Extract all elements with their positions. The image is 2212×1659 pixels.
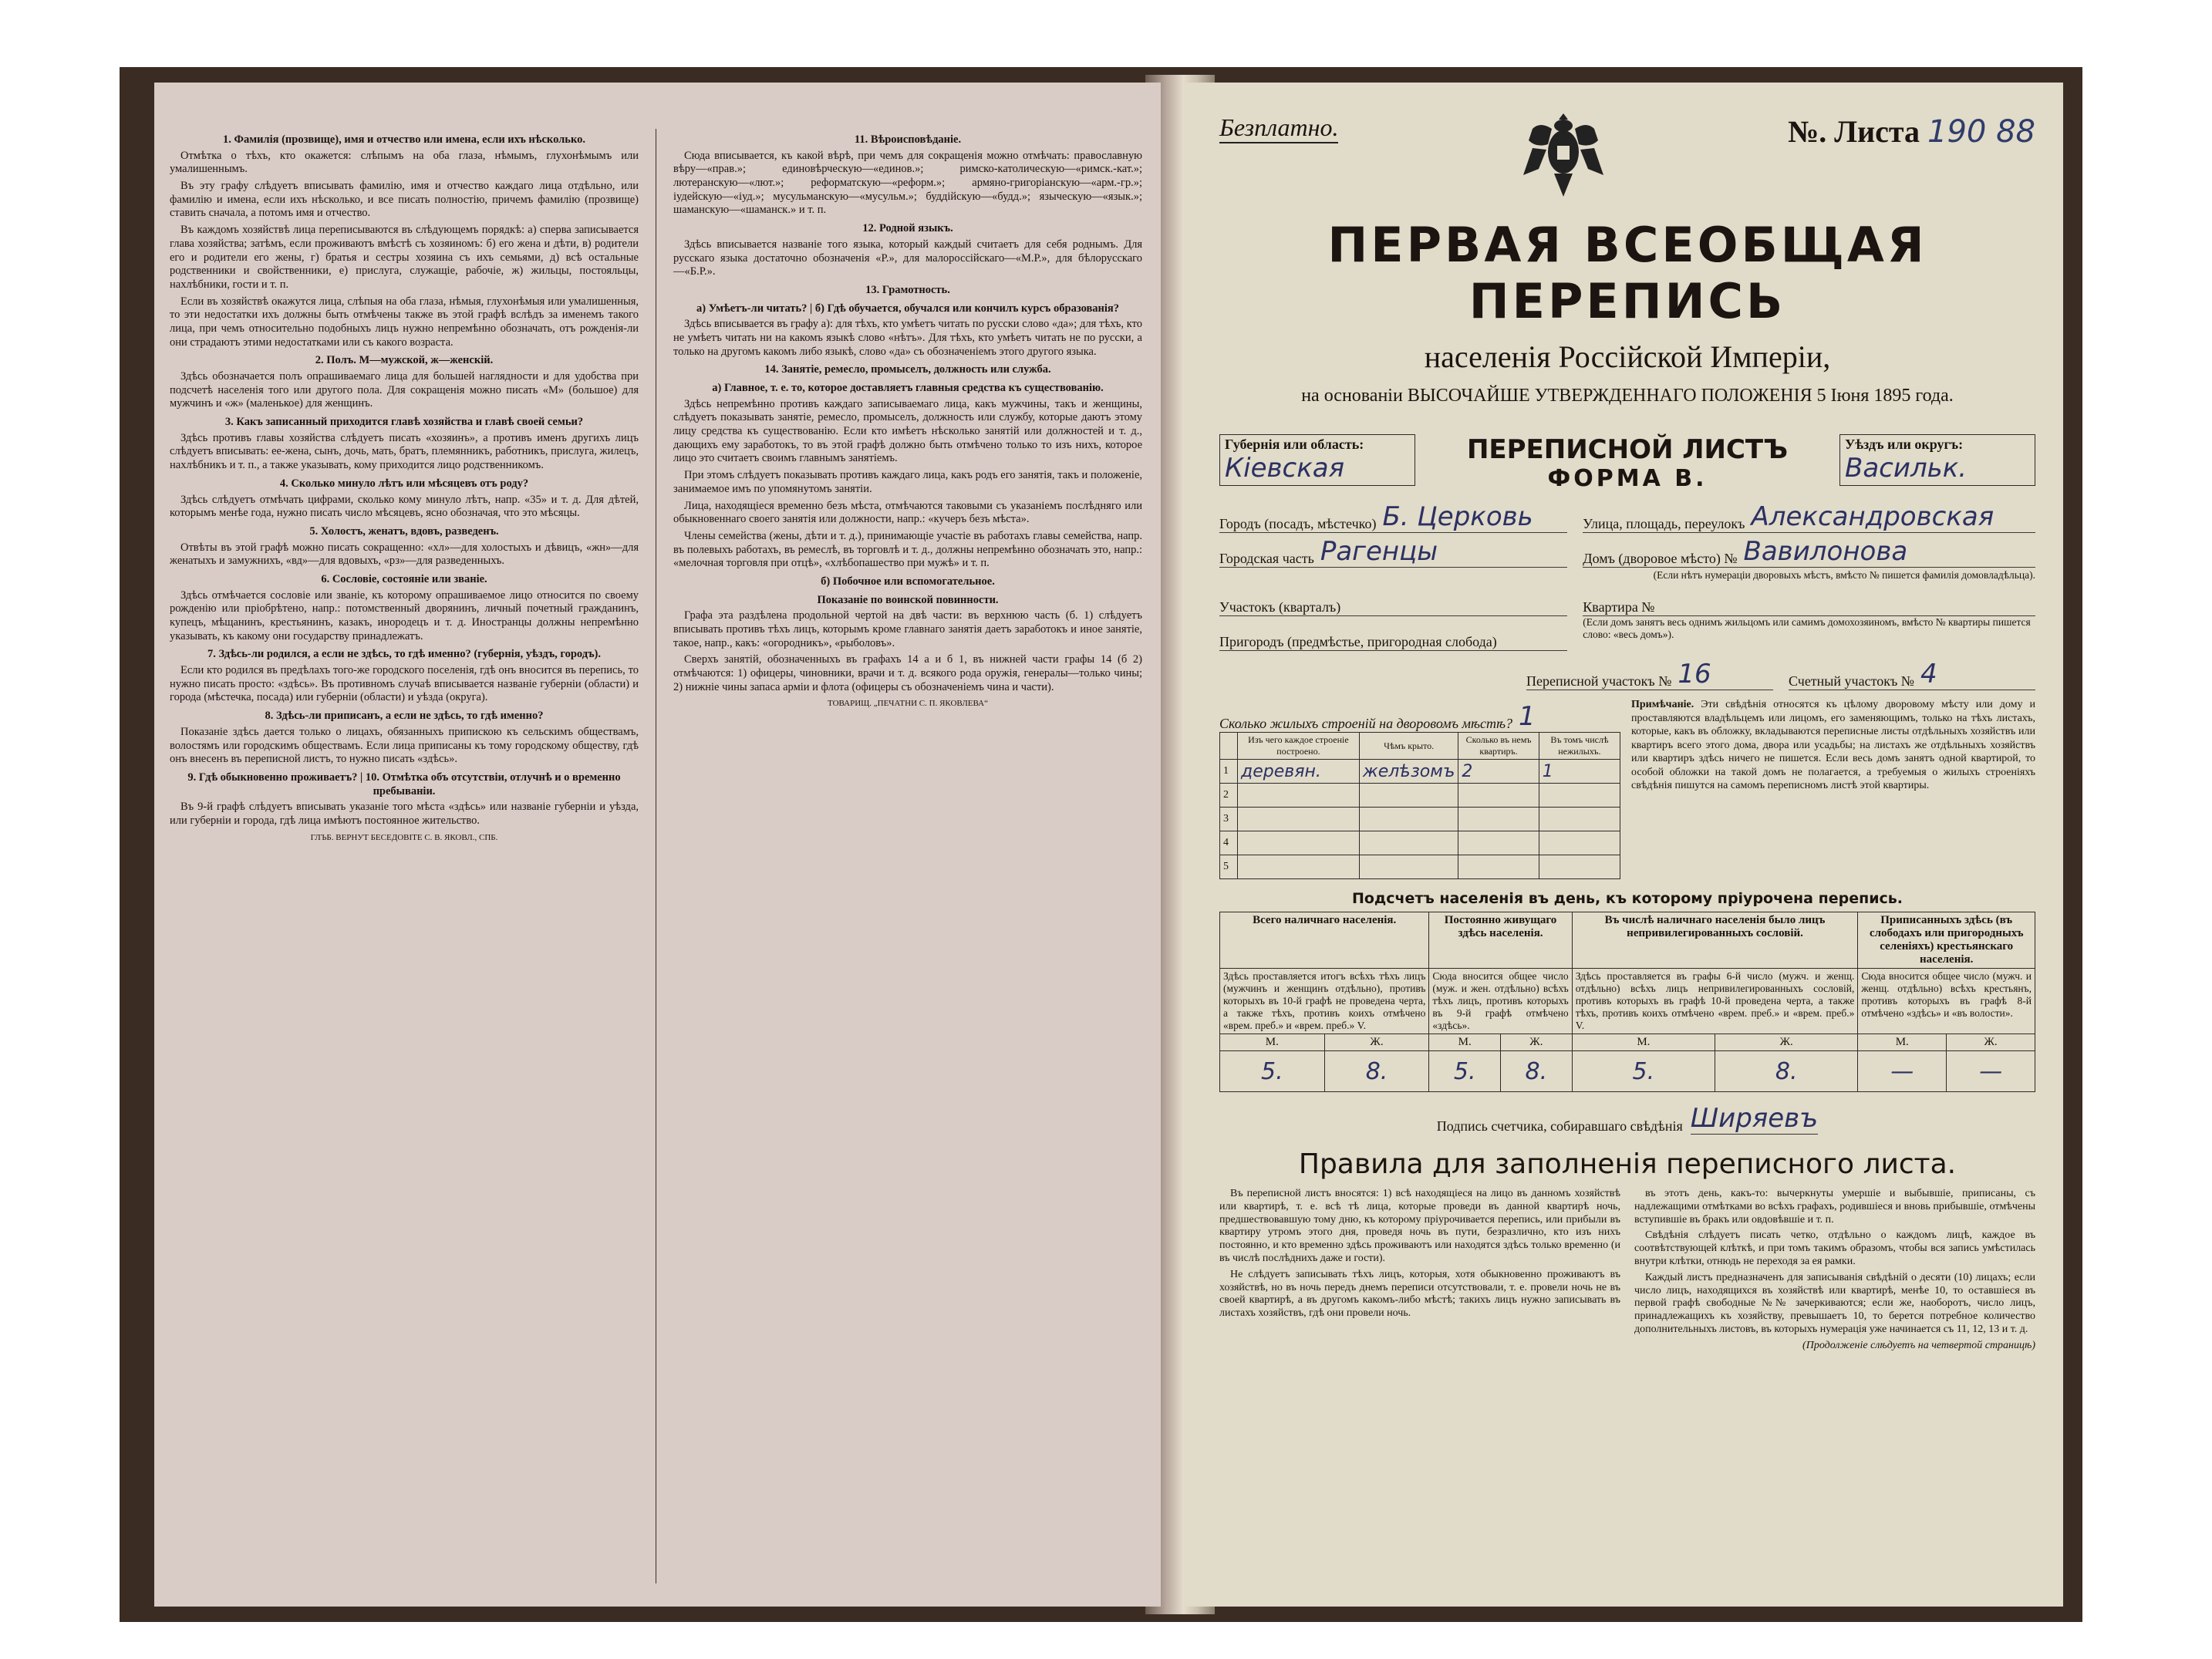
form-title: ПЕРЕПИСНОЙ ЛИСТЪ (1466, 434, 1789, 465)
paragraph: Показаніе здѣсь дается только о лицахъ, обязанныхъ припискою къ сельскимъ обществамъ, волостямъ или городскимъ обществамъ. Если лица приписаны къ тому городскому обществу, гдѣ онъ внесенъ въ переписной листъ, то нужно писать «здѣсь». (170, 725, 639, 766)
free-label: Безплатно. (1219, 113, 1338, 143)
sheet-number-label: №. Листа (1788, 114, 1920, 149)
paragraph: Члены семейства (жены, дѣти и т. д.), принимающіе участіе въ работахъ главы семейства, напр. въ полевыхъ работахъ, въ ремеслѣ, въ торговлѣ и т. д., должны непремѣнно обозначать это, напр.: «мелочная торговля при отцѣ», «хлѣбопашество при мужѣ» и т. п. (673, 529, 1142, 570)
male-label: М. (1429, 1034, 1501, 1051)
section-heading: 4. Сколько минуло лѣтъ или мѣсяцевъ отъ роду? (279, 477, 529, 490)
counter-section-label: Счетный участокъ № (1789, 673, 1914, 689)
table-cell (1238, 808, 1360, 831)
table-row (1220, 808, 1620, 831)
count-description: Здѣсь проставляется итогъ всѣхъ тѣхъ лицъ (мужчинъ и женщинъ отдѣльно), противъ которыхъ въ 10-й графѣ не проведена черта, а также тѣхъ, противъ коихъ отмѣчено «врем. преб.» и «врем. преб.» V. (1220, 969, 1429, 1034)
section-heading: Показаніе по воинской повинности. (817, 593, 999, 606)
count-value: 8. (1501, 1051, 1573, 1092)
count-description: Сюда вносится общее число (мужч. и женщ. отдѣльно) всѣхъ крестьянъ, противъ которыхъ въ графѣ 8-й отмѣчено «здѣсь» и «въ волости». (1858, 969, 2035, 1034)
left-page-instructions (154, 83, 1161, 1607)
table-cell (1539, 808, 1620, 831)
province-box (1219, 434, 1415, 486)
paragraph: Отмѣтка о тѣхъ, кто окажется: слѣпымъ на оба глаза, нѣмымъ, глухонѣмымъ или умалишеннымъ. (170, 149, 639, 176)
buildings-block (1219, 698, 2035, 879)
table-cell (1539, 831, 1620, 855)
census-title: ПЕРВАЯ ВСЕОБЩАЯ ПЕРЕПИСЬ (1327, 217, 1927, 329)
buildings-label: Сколько жилыхъ строеній на дворовомъ мѣстѣ? (1219, 716, 1512, 731)
count-group-header: Въ числѣ наличнаго населенія было лицъ непривилегированныхъ сословій. (1572, 912, 1858, 969)
city-part-value: Рагенцы (1320, 536, 1438, 567)
double-headed-eagle-emblem (1517, 106, 1610, 206)
female-label: Ж. (1324, 1034, 1429, 1051)
paragraph: Графа эта раздѣлена продольной чертой на двѣ части: въ верхнюю часть (б. 1) слѣдуетъ вписывать противъ тѣхъ лицъ, которымъ кроме главнаго занятія даетъ заработокъ и иное занятіе, такое, напр., какъ: «огородникъ», «рыболовъ». (673, 609, 1142, 649)
buildings-table (1219, 732, 1620, 879)
house-label: Домъ (дворовое мѣсто) № (1583, 551, 1738, 566)
count-title: Подсчетъ населенія въ день, къ которому пріурочена перепись. (1351, 890, 1903, 907)
section-heading: 1. Фамилія (прозвище), имя и отчество или имена, если ихъ нѣсколько. (223, 133, 585, 146)
count-group-header: Приписанныхъ здѣсь (въ слободахъ или пригородныхъ селеніяхъ) крестьянскаго населенія. (1858, 912, 2035, 969)
apartment-label: Квартира № (1583, 599, 1655, 615)
rules-paragraph: Каждый листъ предназначенъ для записыванія свѣдѣній о десяти (10) лицахъ; если число лицъ, находящихся въ хозяйствѣ или квартирѣ, менѣе 10, то оставшіеся въ первой графѣ свободные №№ зачеркиваются; если же, наоборотъ, число лицъ, принадлежащихъ къ хозяйству, превышаетъ 10, то берется потребное количество дополнительныхъ листовъ, въ которыхъ нумерація уже начинается съ 11, 12, 13 и т. д. (1634, 1271, 2035, 1335)
count-description: Здѣсь проставляется въ графы 6-й число (мужч. и женщ. отдѣльно) всѣхъ лицъ непривилегированныхъ сословій, противъ которыхъ въ графѣ 10-й проведена черта, а также тѣхъ, противъ коихъ отмѣчено «врем. преб.» и «врем. преб.» V. (1572, 969, 1858, 1034)
suburb-label: Пригородъ (предмѣстье, пригородная слобода) (1219, 634, 1497, 649)
scanned-book-spread (120, 67, 2082, 1622)
buildings-value: 1 (1518, 701, 1536, 732)
rules-paragraph: Въ переписной листъ вносятся: 1) всѣ находящіеся на лицо въ данномъ хозяйствѣ или квартирѣ, т. е. всѣ тѣ лица, которые проведи въ данной квартирѣ ночь, предшествовавшую тому дню, къ которому пріурочивается перепись, или прибыли въ квартиру утромъ этого дня, проведя ночь въ пути, безразлично, кто изъ нихъ постоянно, и кто временно здѣсь проживаютъ или находятся здѣсь только временно (и въ числѣ послѣднихъ даже и гости). (1219, 1188, 1620, 1264)
district-label: Уѣздъ или округъ: (1845, 437, 1964, 452)
row-number: 5 (1220, 855, 1238, 879)
female-label: Ж. (1715, 1034, 1858, 1051)
table-cell: желѣзомъ (1359, 760, 1458, 784)
population-count-table (1219, 912, 2035, 1092)
paragraph: Здѣсь противъ главы хозяйства слѣдуетъ писать «хозяинъ», а противъ именъ другихъ лицъ слѣдуетъ вписывать: ее-жена, сынъ, дочь, мать, братъ, племянникъ, работникъ, прислуга, жилецъ, нахлѣбникъ и т. п., а также указывать, кому приходится лицо родственникомъ. (170, 431, 639, 472)
table-cell (1359, 855, 1458, 879)
section-heading: 5. Холостъ, женатъ, вдовъ, разведенъ. (309, 524, 499, 538)
female-label: Ж. (1501, 1034, 1573, 1051)
census-section-label: Переписной участокъ № (1526, 673, 1672, 689)
section-heading: б) Побочное или вспомогательное. (821, 575, 995, 588)
paragraph: Въ каждомъ хозяйствѣ лица переписываются въ слѣдующемъ порядкѣ: а) сперва записывается глава хозяйства; затѣмъ, если проживаютъ вмѣстѣ съ хозяиномъ: б) его жена и дѣти, в) родители его и родители его жены, г) братья и сестры хозяина съ ихъ семьями, д) всѣ остальные родственники и свойственники, е) прислуга, служащіе, рабочіе, ж) жильцы, постояльцы, нахлѣбники, гости и т. п. (170, 224, 639, 291)
note-text: Эти свѣдѣнія относятся къ цѣлому дворовому мѣсту или дому и проставляются владѣльцемъ или лицомъ, его заменяющимъ, только на тѣхъ листахъ, которые, какъ въ обложку, вкладываются переписные листы отдѣльныхъ хозяйствъ или квартиръ всего этого дома, двора или усадьбы; на листахъ же отдѣльныхъ хозяйствъ или квартиръ здѣсь ничего не пишется. Если весь домъ занятъ одной квартирой, то особой обложки на такой домъ не полагается, а требуемыя о жилыхъ строеніяхъ свѣдѣнія пишутся на самомъ переписномъ листѣ этой квартиры. (1631, 699, 2035, 791)
paragraph: Въ эту графу слѣдуетъ вписывать фамилію, имя и отчество каждаго лица отдѣльно, или фамилію и имена, если ихъ нѣсколько, и все писать полностію, причемъ фамилію (прозвище) ставить сначала, а потомъ имя и отчество. (170, 180, 639, 220)
rules-footnote: (Продолженіе слѣдуетъ на четвертой страницѣ) (1802, 1339, 2035, 1351)
count-value: 5. (1572, 1051, 1715, 1092)
paragraph: Отвѣты въ этой графѣ можно писать сокращенно: «хл»—для холостыхъ и дѣвицъ, «жн»—для женатыхъ и замужнихъ, «вд»—для вдовыхъ, «рз»—для разведенныхъ. (170, 541, 639, 568)
count-value: 5. (1429, 1051, 1501, 1092)
printer-imprint: ГЛЪБ. ВЕРНУТ БЕСЕДОВІТЕ С. В. ЯКОВЛ., СПБ. (310, 832, 498, 842)
table-cell (1359, 784, 1458, 808)
table-cell: деревян. (1238, 760, 1360, 784)
section-heading: 2. Полъ. М—мужской, ж—женскій. (315, 354, 494, 367)
table-row (1220, 784, 1620, 808)
table-row (1220, 855, 1620, 879)
section-heading: 13. Грамотность. (865, 283, 950, 296)
paragraph: При этомъ слѣдуетъ показывать противъ каждаго лица, какъ родъ его занятія, такъ и положеніе, занимаемое имъ по упомянутомъ занятіи. (673, 469, 1142, 495)
signature-line (1219, 1103, 2035, 1135)
right-page-census-form (1184, 83, 2063, 1607)
section-heading: а) Главное, т. е. то, которое доставляетъ главныя средства къ существованію. (712, 382, 1104, 394)
table-cell (1539, 784, 1620, 808)
male-label: М. (1220, 1034, 1325, 1051)
form-subtitle: ФОРМА В. (1547, 465, 1708, 492)
section-heading: 3. Какъ записанный приходится главѣ хозяйства и главѣ своей семьи? (224, 416, 584, 429)
paragraph: Сюда вписывается, къ какой вѣрѣ, при чемъ для сокращенія можно отмѣчать: православную вѣру—«прав.»; единовѣрческую—«единов.»; римско-католическую—«римск.-кат.»; лютеранскую—«лют.»; реформатскую—«реформ.»; армяно-григоріанскую—«арм.-гр.»; іудейскую—«іуд.»; мусульманскую—«мусульм.»; буддійскую—«будд.»; языческую—«язык.»; шаманскую—«шаманск.» и т. п. (673, 149, 1142, 217)
section-heading: 7. Здѣсь-ли родился, а если не здѣсь, то гдѣ именно? (губернія, уѣздъ, городъ). (207, 648, 602, 661)
district-value: Васильк. (1845, 453, 1968, 484)
city-label: Городъ (посадъ, мѣстечко) (1219, 516, 1377, 531)
table-cell (1359, 808, 1458, 831)
signature-value: Ширяевъ (1690, 1103, 1819, 1134)
count-value: 8. (1324, 1051, 1429, 1092)
province-value: Кіевская (1225, 453, 1345, 484)
house-hint: (Если нѣтъ нумераціи дворовыхъ мѣстъ, вмѣсто № пишется фамилія домовладѣльца). (1653, 569, 2035, 581)
paragraph: Здѣсь обозначается полъ опрашиваемаго лица для большей наглядности и для удобства при подсчетѣ населенія того или другого пола. Для сокращенія можно писать «М» (большое) для мужчинъ и «ж» (маленькое) для женщинъ. (170, 370, 639, 410)
section-heading: 6. Сословіе, состояніе или званіе. (321, 572, 487, 585)
census-subtitle: населенія Россійской Имперіи, (1424, 339, 1831, 374)
signature-label: Подпись счетчика, собиравшаго свѣдѣнія (1436, 1118, 1683, 1134)
table-cell (1238, 855, 1360, 879)
form-title-block (1423, 434, 1832, 492)
count-group-header: Постоянно живущаго здѣсь населенія. (1429, 912, 1572, 969)
city-part-label: Городская часть (1219, 551, 1314, 566)
count-value: — (1858, 1051, 1947, 1092)
table-cell: 1 (1539, 760, 1620, 784)
suburb-hint: (Если домъ занятъ весь однимъ жильцомъ или самимъ домохозяиномъ, вмѣсто № квартиры пишется слово: «весь домъ»). (1583, 616, 2031, 640)
buildings-col-header: Изъ чего каждое строеніе построено. (1238, 733, 1360, 760)
buildings-col-header (1220, 733, 1238, 760)
row-number: 3 (1220, 808, 1238, 831)
district-box (1839, 434, 2035, 486)
section-heading: 12. Родной языкъ. (862, 222, 953, 235)
paragraph: Здѣсь вписывается въ графу а): для тѣхъ, кто умѣетъ читать по русски слово «да»; для тѣхъ, кто не умѣетъ читать ни на какомъ языкѣ слово «нѣтъ». Для тѣхъ, кто умѣетъ читать не по русски, а только на другомъ какомъ либо языкѣ, слово «да» съ обозначеніемъ этого другого языка. (673, 318, 1142, 358)
table-cell: 2 (1458, 760, 1539, 784)
instructions-column-1 (170, 129, 639, 1583)
sheet-number-value: 190 88 (1927, 114, 2035, 150)
paragraph: Если въ хозяйствѣ окажутся лица, слѣпыя на оба глаза, нѣмыя, глухонѣмыя или умалишенныя, то эти недостатки ихъ должны быть отмѣчены также въ этой графѣ вслѣдъ за именемъ такого лица, при чемъ относительно подобныхъ лицъ нужно непремѣнно обозначать, отъ рожденія-ли они страдаютъ этими недостатками или съ какого возраста. (170, 295, 639, 349)
row-number: 4 (1220, 831, 1238, 855)
census-basis: на основаніи ВЫСОЧАЙШЕ УТВЕРЖДЕННАГО ПОЛОЖЕНІЯ 5 Іюня 1895 года. (1301, 386, 1954, 406)
count-value: 8. (1715, 1051, 1858, 1092)
rules-column-2 (1634, 1188, 2035, 1340)
section-heading: 14. Занятіе, ремесло, промыселъ, должность или служба. (764, 363, 1051, 376)
rules-paragraph: въ этотъ день, какъ-то: вычеркнуты умершіе и выбывшіе, приписаны, съ надлежащими отмѣтками во всѣхъ графахъ, родившіеся и вновь прибывшіе, отмѣчены вступившіе въ бракъ или овдовѣвшіе и т. п. (1634, 1188, 2035, 1226)
section-heading: 9. Гдѣ обыкновенно проживаетъ? | 10. Отмѣтка объ отсутствіи, отлучнѣ и о временно пребываніи. (187, 770, 621, 797)
rules-title: Правила для заполненія переписного листа. (1298, 1148, 1957, 1180)
count-group-header: Всего наличнаго населенія. (1220, 912, 1429, 969)
buildings-col-header: Сколько въ немъ квартиръ. (1458, 733, 1539, 760)
census-section-value: 16 (1678, 659, 1711, 690)
instructions-column-2 (673, 129, 1142, 1583)
table-cell (1238, 831, 1360, 855)
paragraph: Здѣсь отмѣчается сословіе или званіе, къ которому опрашиваемое лицо относится по своему рожденію или пріобрѣтено, напр.: потомственный дворянинъ, личный почетный гражданинъ, купецъ, мѣщанинъ, крестьянинъ, казакъ, инородецъ и т. д. Иностранцы должны непремѣнно указывать, къ какому они государству принадлежатъ. (170, 588, 639, 642)
house-value: Вавилонова (1743, 536, 1908, 567)
row-number: 2 (1220, 784, 1238, 808)
sheet-number (1788, 113, 2035, 150)
note-block (1631, 698, 2035, 879)
street-label: Улица, площадь, переулокъ (1583, 516, 1745, 531)
rules-paragraph: Свѣдѣнія слѣдуетъ писать четко, отдѣльно о каждомъ лицѣ, каждое въ соотвѣтствующей клѣткѣ, и при томъ такимъ образомъ, чтобы вся запись умѣстилась внутри клѣтки, отнюдь не переходя за ея рамки. (1634, 1229, 2035, 1267)
table-row (1220, 760, 1620, 784)
female-label: Ж. (1947, 1034, 2035, 1051)
paragraph: Въ 9-й графѣ слѣдуетъ вписывать указаніе того мѣста «здѣсь» или названіе губерніи и уѣзда, или губерніи и города, гдѣ лица имѣютъ постоянное жительство. (170, 801, 639, 827)
quarter-label: Участокъ (кварталъ) (1219, 599, 1341, 615)
province-label: Губернія или область: (1225, 437, 1364, 452)
rules-paragraph: Не слѣдуетъ записывать тѣхъ лицъ, которыя, хотя обыкновенно проживаютъ въ хозяйствѣ, но въ ночь передъ днемъ переписи отсутствовали, т. е. провели ночь не въ своей квартирѣ, а въ другомъ какомъ-либо мѣстѣ; такихъ лицъ нужно записывать въ листахъ хозяйствъ, гдѣ они провели ночь. (1219, 1268, 1620, 1320)
table-cell (1458, 831, 1539, 855)
section-heading: 8. Здѣсь-ли приписанъ, а если не здѣсь, то гдѣ именно? (265, 710, 544, 723)
paragraph: Здѣсь слѣдуетъ отмѣчать цифрами, сколько кому минуло лѣтъ, напр. «35» и т. д. Для дѣтей, которымъ менѣе года, нужно писать число мѣсяцевъ, ясно обозначая, что это мѣсяцы. (170, 493, 639, 520)
paragraph: Сверхъ занятій, обозначенныхъ въ графахъ 14 а и б 1, въ нижней части графы 14 (б 2) отмѣчаются: 1) офицеры, чиновники, врачи и т. д. всякого рода оружія, генералы—только чины; 2) нижніе чины запаса арміи и флота (офицеры съ обозначеніемъ чина и части). (673, 653, 1142, 693)
paragraph: Здѣсь вписывается названіе того языка, который каждый считаетъ для себя роднымъ. Для русскаго языка достаточно обозначенія «Р.», для малороссійскаго—«М.Р.», для бѣлорусскаго—«Б.Р.». (673, 238, 1142, 278)
table-cell (1458, 784, 1539, 808)
address-block (1219, 498, 2035, 690)
section-heading: а) Умѣетъ-ли читать? | б) Гдѣ обучается, обучался или кончилъ курсъ образованія? (696, 302, 1120, 315)
table-cell (1238, 784, 1360, 808)
buildings-col-header: Въ томъ числѣ нежилыхъ. (1539, 733, 1620, 760)
buildings-col-header: Чѣмъ крыто. (1359, 733, 1458, 760)
paragraph: Если кто родился въ предѣлахъ того-же городского поселенія, гдѣ онъ вносится въ перепись, то нужно писать просто: «здѣсь». Въ противномъ случаѣ вписывается названіе губерніи (области) и города (мѣстечка, посада) или губерніи (области) и уѣзда (округа). (170, 664, 639, 704)
city-value: Б. Церковь (1382, 501, 1533, 532)
count-value: 5. (1220, 1051, 1325, 1092)
section-heading: 11. Вѣроисповѣданіе. (854, 133, 962, 146)
printer-imprint: ТОВАРИЩ. „ПЕЧАТНИ С. П. ЯКОВЛЕВА“ (828, 699, 988, 709)
counter-section-value: 4 (1920, 659, 1937, 690)
rules-column-1 (1219, 1188, 1620, 1340)
street-value: Александровская (1751, 501, 1995, 532)
male-label: М. (1858, 1034, 1947, 1051)
table-cell (1458, 808, 1539, 831)
table-row (1220, 831, 1620, 855)
row-number: 1 (1220, 760, 1238, 784)
count-value: — (1947, 1051, 2035, 1092)
table-cell (1539, 855, 1620, 879)
table-cell (1359, 831, 1458, 855)
count-description: Сюда вносится общее число (муж. и жен. отдѣльно) всѣхъ тѣхъ лицъ, противъ которыхъ въ 9-й графѣ отмѣчено «здѣсь». (1429, 969, 1572, 1034)
table-cell (1458, 855, 1539, 879)
note-title: Примѣчаніе. (1631, 699, 1694, 710)
paragraph: Здѣсь непремѣнно противъ каждаго записываемаго лица, какъ мужчины, такъ и женщины, слѣдуетъ показывать занятіе, ремесло, промыселъ, должность или службу, которые даютъ этому лицу средства къ существованію. Если кто имѣетъ нѣсколько занятій или должностей и т. д., дающихъ ему заработокъ, то въ этой графѣ должно быть отмѣчено только то изъ нихъ, которое лицо это считаетъ своимъ главнымъ занятіемъ. (673, 397, 1142, 465)
paragraph: Лица, находящіеся временно безъ мѣста, отмѣчаются таковыми съ указаніемъ послѣдняго или обыкновеннаго своего занятія или должности, напр.: «кучеръ безъ мѣста». (673, 499, 1142, 526)
male-label: М. (1572, 1034, 1715, 1051)
